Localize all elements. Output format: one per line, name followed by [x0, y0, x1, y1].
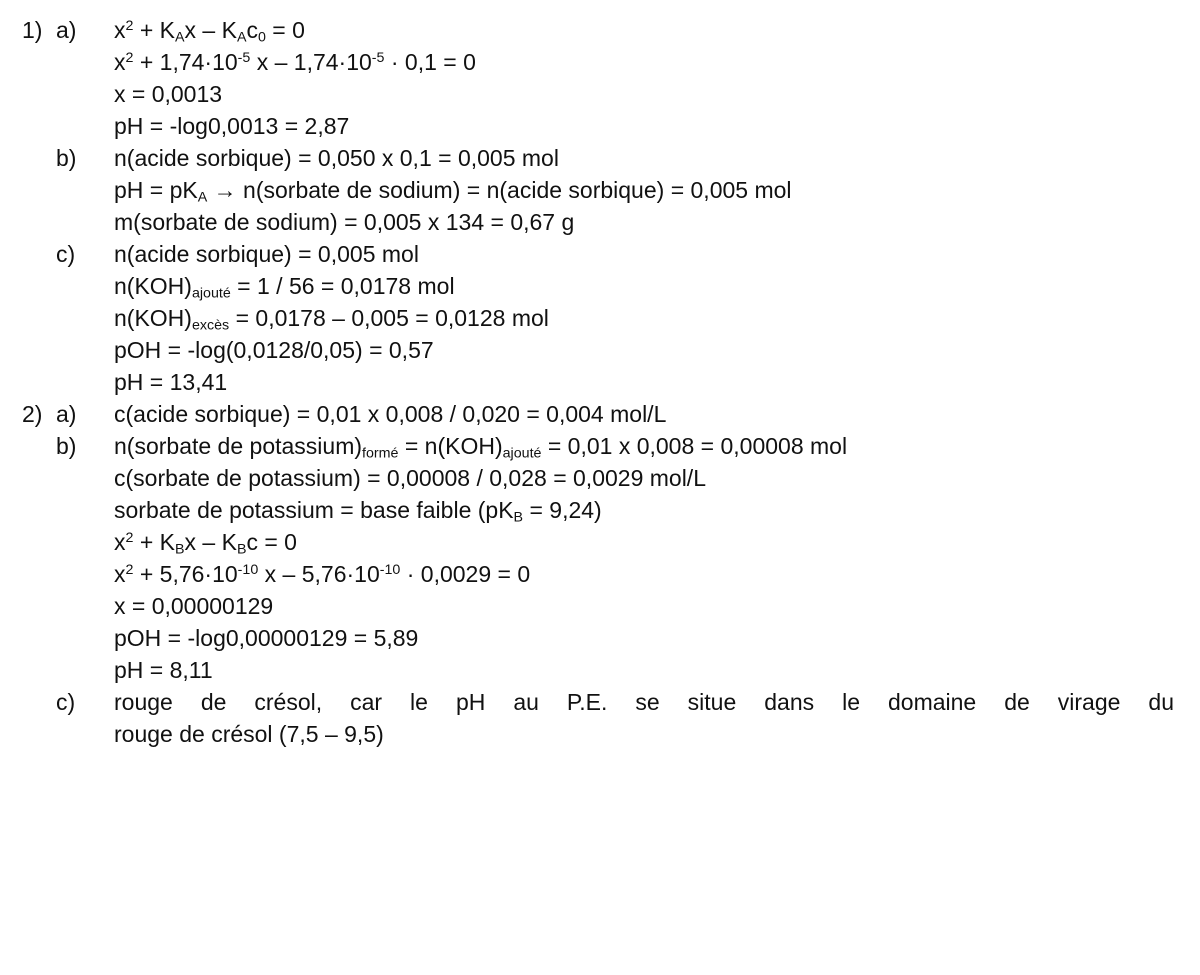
line-2b-7 — [0, 622, 1200, 654]
result-line: n(acide sorbique) = 0,050 x 0,1 = 0,005 mol — [114, 145, 559, 171]
line-1b-3 — [0, 206, 1200, 238]
result-line: n(acide sorbique) = 0,005 mol — [114, 241, 419, 267]
line-2b-4 — [0, 526, 1200, 558]
part-b-label: b) — [56, 145, 77, 171]
line-2b-3 — [0, 494, 1200, 526]
line-1a-3 — [0, 78, 1200, 110]
line-2b-1 — [0, 430, 1200, 462]
result-line: pH = 13,41 — [114, 369, 228, 395]
result-line: x = 0,0013 — [114, 81, 223, 107]
answer-text: rouge de crésol, car le pH au P.E. se situe dans le domaine de virage du — [114, 689, 1174, 715]
line-1b-2 — [0, 174, 1200, 206]
line-1c-4 — [0, 334, 1200, 366]
part-a-label: a) — [56, 17, 77, 43]
line-1a-4 — [0, 110, 1200, 142]
result-line: pOH = -log0,00000129 = 5,89 — [114, 625, 419, 651]
line-1b-1 — [0, 142, 1200, 174]
part-c-label: c) — [56, 689, 76, 715]
line-2b-6 — [0, 590, 1200, 622]
line-1a-1 — [0, 14, 1200, 46]
equation-line: sorbate de potassium = base faible $(pK_B = 9,24)$ — [114, 497, 602, 526]
line-2b-8 — [0, 654, 1200, 686]
result-line: c(acide sorbique) = 0,01 x 0,008 / 0,020 = 0,004 mol/L — [114, 401, 667, 427]
line-2c-1 — [0, 686, 1200, 718]
result-line: pOH = -log(0,0128/0,05) = 0,57 — [114, 337, 434, 363]
question-2-label: 2) — [22, 401, 43, 427]
part-b-label: b) — [56, 433, 77, 459]
result-line: pH = -log0,0013 = 2,87 — [114, 113, 350, 139]
result-line: c(sorbate de potassium) = 0,00008 / 0,028 = 0,0029 mol/L — [114, 465, 706, 491]
answer-text: rouge de crésol (7,5 – 9,5) — [114, 721, 384, 747]
line-2b-5 — [0, 558, 1200, 590]
line-2a-1 — [0, 398, 1200, 430]
equation-line: $x^2 + 1,74\cdot 10^{-5}$ $x - 1,74\cdot 10^{-5} \cdot 0,1 = 0$ — [114, 49, 476, 75]
equation-line: pH = $pK_A$ → n(sorbate de sodium) = n(acide sorbique) = 0,005 mol — [114, 177, 792, 206]
equation-line: $n(KOH)_{excès} = 0,0178 - 0,005 = 0,0128$ mol — [114, 305, 549, 334]
part-c-label: c) — [56, 241, 76, 267]
part-a-label: a) — [56, 401, 77, 427]
line-2b-2 — [0, 462, 1200, 494]
equation-line: $x^2 + K_Bx - K_Bc = 0$ — [114, 529, 297, 558]
equation-line: $x^2 + 5,76\cdot 10^{-10}$ $x - 5,76\cdot 10^{-10} \cdot 0,0029 = 0$ — [114, 561, 531, 587]
line-1a-2 — [0, 46, 1200, 78]
line-2c-2 — [0, 718, 1200, 750]
result-line: m(sorbate de sodium) = 0,005 x 134 = 0,67 g — [114, 209, 575, 235]
line-1c-3 — [0, 302, 1200, 334]
result-line: x = 0,00000129 — [114, 593, 274, 619]
result-line: pH = 8,11 — [114, 657, 213, 683]
line-1c-5 — [0, 366, 1200, 398]
line-1c-1 — [0, 238, 1200, 270]
line-1c-2 — [0, 270, 1200, 302]
equation-line: $x^2 + K_Ax - K_Ac_0 = 0$ — [114, 17, 305, 46]
question-1-label: 1) — [22, 17, 43, 43]
equation-line: $n(KOH)_{ajouté} = 1 / 56 = 0,0178$ mol — [114, 273, 455, 302]
equation-line: n(sorbate de $potassium)_{formé} = n(KOH)_{ajouté} = 0,01$ x 0,008 = 0,00008 mol — [114, 433, 848, 462]
